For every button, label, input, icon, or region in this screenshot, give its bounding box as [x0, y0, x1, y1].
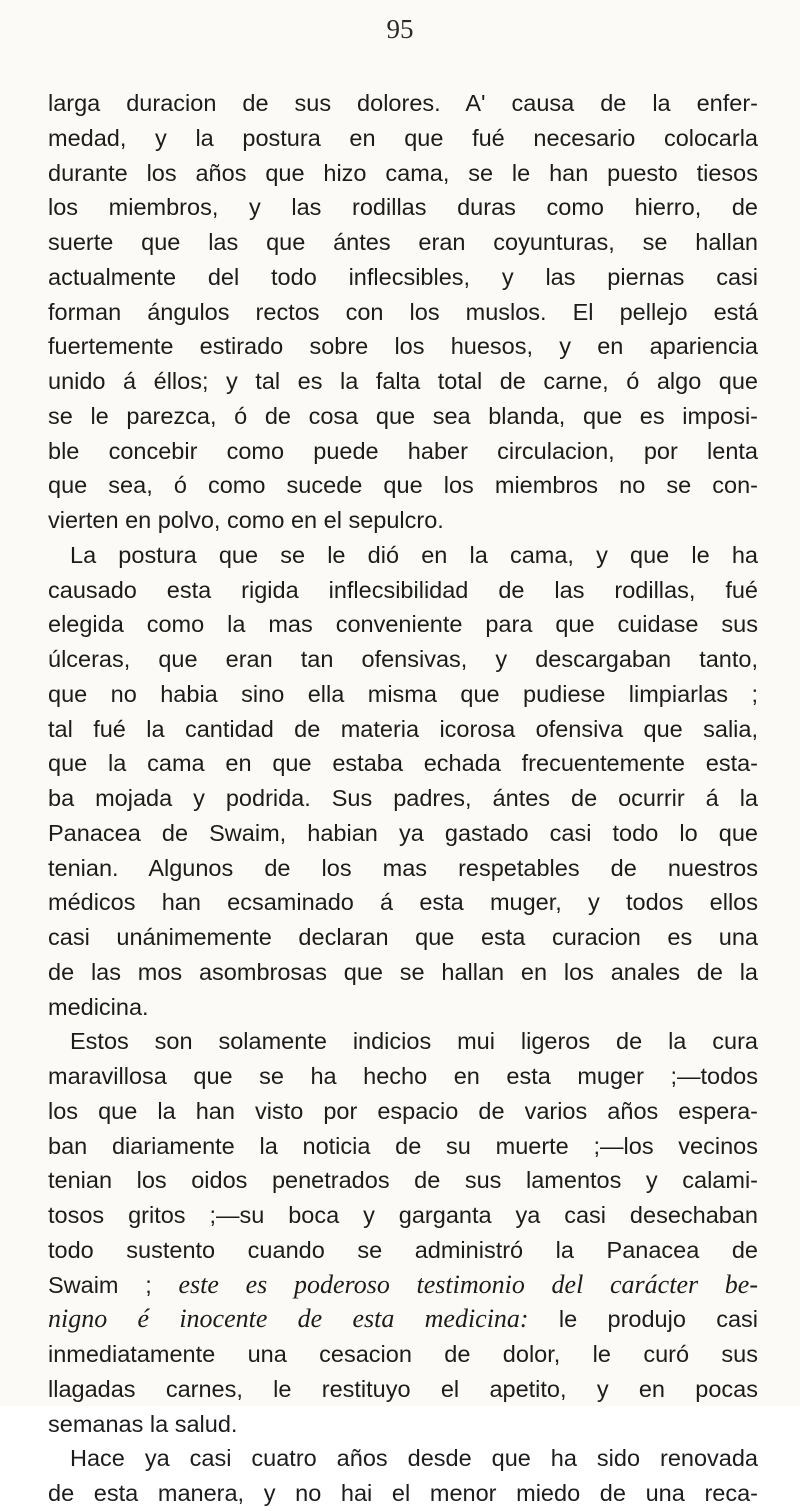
text-line: [48, 538, 758, 573]
text-line: [48, 1372, 758, 1407]
text-run: tosos gritos ;—su boca y garganta ya casi desechaban: [48, 1202, 758, 1228]
text-run: fuertemente estirado sobre los huesos, y en apariencia: [48, 333, 758, 360]
text-run: casi unánimemente declaran que esta curacion es una: [48, 924, 758, 950]
text-line: [48, 573, 758, 608]
text-line: [48, 1233, 758, 1268]
text-run: llagadas carnes, le restituyo el apetito, y en pocas: [48, 1375, 758, 1402]
italic-text-run: este es poderoso testimonio del carácter be-: [178, 1269, 758, 1299]
text-line: [48, 1024, 758, 1059]
text-run: maravillosa que se ha hecho en esta muger ;—todos: [48, 1063, 758, 1089]
text-run: médicos han ecsaminado á esta muger, y todos ellos: [48, 889, 758, 916]
text-line: [48, 781, 758, 816]
text-run: que la cama en que estaba echada frecuentemente esta-: [48, 750, 758, 777]
text-line: [48, 121, 758, 156]
text-run: forman ángulos rectos con los muslos. El pellejo está: [48, 298, 758, 325]
page-number: 95: [386, 14, 414, 44]
text-line: [48, 468, 758, 503]
text-line: [48, 434, 758, 469]
text-run: vierten en polvo, como en el sepulcro.: [48, 507, 444, 533]
text-run: Estos son solamente indicios mui ligeros de la cura: [70, 1028, 758, 1055]
text-line: [48, 1302, 758, 1337]
text-line: [48, 607, 758, 642]
text-run: elegida como la mas conveniente para que cuidase sus: [48, 611, 758, 638]
text-line: [48, 1059, 758, 1094]
text-run: ban diariamente la noticia de su muerte ;—los vecinos: [48, 1132, 758, 1159]
text-run: actualmente del todo inflecsibles, y las piernas casi: [48, 263, 758, 290]
text-line: [48, 746, 758, 781]
text-run: úlceras, que eran tan ofensivas, y descargaban tanto,: [48, 646, 758, 672]
text-run: le produjo casi: [528, 1306, 758, 1333]
text-line: [48, 1163, 758, 1198]
text-line: [48, 1198, 758, 1233]
text-run: Panacea de Swaim, habian ya gastado casi todo lo que: [48, 819, 758, 846]
text-line: [48, 920, 758, 955]
text-line: [48, 990, 758, 1025]
text-line: [48, 364, 758, 399]
text-run: que no habia sino ella misma que pudiese limpiarlas ;: [48, 680, 758, 707]
text-run: todo sustento cuando se administró la Panacea de: [48, 1236, 758, 1263]
text-line: [48, 1441, 758, 1476]
text-run: unido á éllos; y tal es la falta total de carne, ó algo que: [48, 368, 758, 394]
italic-text-run: nigno é inocente de esta medicina:: [48, 1304, 529, 1334]
text-run: se le parezca, ó de cosa que sea blanda, que es imposi-: [48, 402, 758, 429]
text-line: [48, 1337, 758, 1372]
text-line: [48, 1407, 758, 1442]
text-run: de esta manera, y no hai el menor miedo de una reca-: [48, 1480, 758, 1506]
text-run: durante los años que hizo cama, se le han puesto tiesos: [48, 159, 758, 186]
text-run: semanas la salud.: [48, 1410, 238, 1437]
text-line: [48, 1094, 758, 1129]
text-line: [48, 816, 758, 851]
text-line: [48, 295, 758, 330]
text-run: Swaim ;: [48, 1271, 179, 1298]
text-run: los miembros, y las rodillas duras como hierro, de: [48, 194, 758, 221]
text-run: ble concebir como puede haber circulacion, por lenta: [48, 437, 758, 464]
text-line: [48, 712, 758, 747]
text-line: [48, 1476, 758, 1511]
text-run: tal fué la cantidad de materia icorosa ofensiva que salia,: [48, 715, 758, 742]
text-line: [48, 885, 758, 920]
text-line: [48, 190, 758, 225]
text-line: [48, 156, 758, 191]
text-run: causado esta rigida inflecsibilidad de las rodillas, fué: [48, 576, 758, 603]
text-line: [48, 260, 758, 295]
text-line: [48, 225, 758, 260]
text-line: [48, 503, 758, 538]
text-run: ba mojada y podrida. Sus padres, ántes de ocurrir á la: [48, 785, 758, 811]
text-line: [48, 851, 758, 886]
text-run: tenian. Algunos de los mas respetables de nuestros: [48, 854, 758, 881]
text-run: los que la han visto por espacio de varios años espera-: [48, 1097, 758, 1124]
text-line: [48, 329, 758, 364]
text-run: medicina.: [48, 993, 149, 1020]
text-run: suerte que las que ántes eran coyunturas, se hallan: [48, 229, 758, 255]
text-line: [48, 1129, 758, 1164]
text-line: [48, 955, 758, 990]
text-line: [48, 1268, 758, 1303]
body-text: [48, 86, 758, 1511]
text-run: que sea, ó como sucede que los miembros no se con-: [48, 472, 758, 499]
text-run: inmediatamente una cesacion de dolor, le curó sus: [48, 1341, 758, 1367]
text-run: Hace ya casi cuatro años desde que ha sido renovada: [70, 1445, 758, 1472]
text-line: [48, 642, 758, 677]
text-run: larga duracion de sus dolores. A' causa de la enfer-: [48, 90, 758, 116]
text-line: [48, 86, 758, 121]
text-line: [48, 677, 758, 712]
text-line: [48, 399, 758, 434]
text-run: tenian los oidos penetrados de sus lamentos y calami-: [48, 1167, 758, 1194]
text-run: La postura que se le dió en la cama, y que le ha: [70, 541, 758, 568]
text-run: de las mos asombrosas que se hallan en los anales de la: [48, 958, 758, 985]
text-run: medad, y la postura en que fué necesario colocarla: [48, 124, 758, 151]
